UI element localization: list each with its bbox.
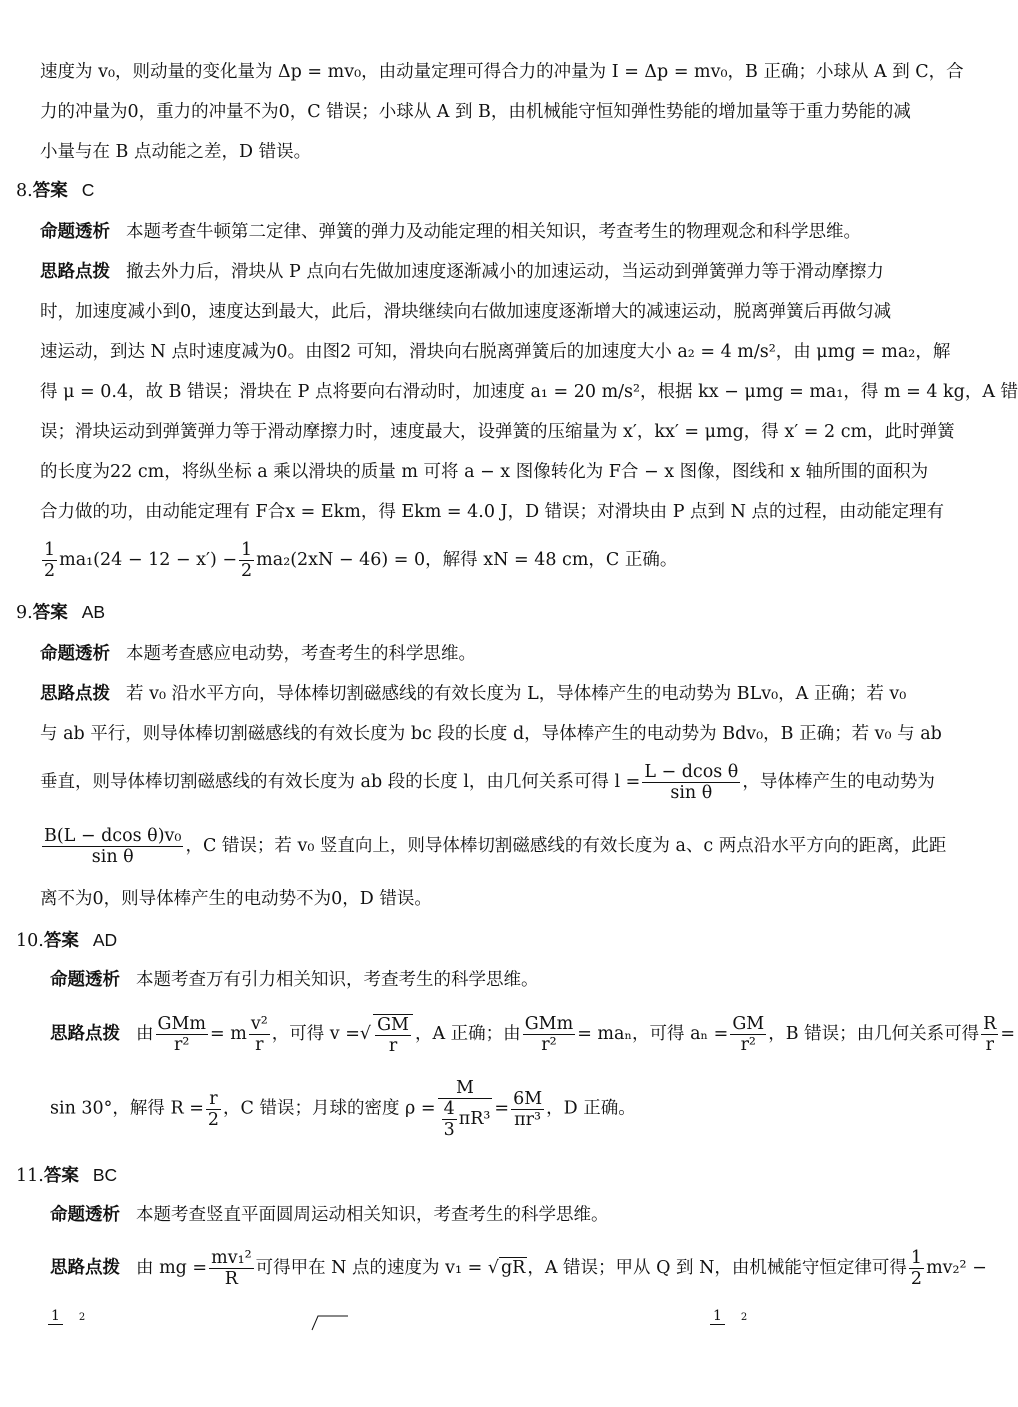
q8-answer-line [16, 178, 930, 203]
fraction: $\frac{1}{2}$ [241, 540, 253, 581]
answer-value: C [81, 180, 95, 200]
hint-label: 思路点拨 [40, 262, 110, 282]
intent-label: 命题透析 [50, 970, 120, 990]
hint-label: 思路点拨 [50, 1024, 120, 1044]
q10-intent [50, 968, 930, 992]
text-line: 撤去外力后，滑块从 P 点向右先做加速度逐渐减小的加速运动，当运动到弹簧弹力等于滑动摩擦力 [126, 262, 884, 282]
fraction: $\frac{\text{B(L − dcos θ)v₀}}{\text{sin θ}}$ [44, 826, 182, 867]
hint-label: 思路点拨 [50, 1258, 120, 1278]
fraction: $\frac{r}{2}$ [207, 1088, 220, 1130]
text-line: 与 ab 平行，则导体棒切割磁感线的有效长度为 bc 段的长度 d，导体棒产生的电动势为 Bdv₀，B 正确；若 v₀ 与 ab [40, 724, 942, 744]
fraction: $\frac{\text{L − dcos θ}}{\text{sin θ}}$ [644, 762, 739, 803]
q9-formula-line: $\frac{\text{B(L − dcos θ)v₀}}{\text{sin θ}}$ ，C 错误；若 v₀ 竖直向上，则导体棒切割磁感线的有效长度为 a、c 两点沿水平方向的距离，此距 [44, 826, 947, 867]
text-line: 速运动，到达 N 点时速度减为0。由图2 可知，滑块向右脱离弹簧后的加速度大小 a₂ = 4 m/s²，由 μmg = ma₂，解 [40, 342, 951, 362]
question-number: 9. [16, 603, 33, 623]
answer-label: 答案 [32, 603, 68, 623]
text-line: 合力做的功，由动能定理有 F合x = Ekm，得 Ekm = 4.0 J，D 错误；对滑块由 P 点到 N 点的过程，由动能定理有 [40, 502, 944, 522]
cut-off-fraction: 1 2 [48, 1308, 85, 1324]
intent-label: 命题透析 [40, 222, 110, 242]
q8-hint-line [40, 260, 930, 284]
fraction: $\frac{\text{GMm}}{\text{r²}}$ [524, 1014, 574, 1055]
answer-value: BC [92, 1165, 118, 1185]
cut-off-fraction: 1 2 [710, 1308, 747, 1324]
fraction: $\frac{\text{mv₁²}}{R}$ [211, 1248, 252, 1289]
q10-formula-line: sin 30°，解得 R = $\frac{r}{2}$ ，C 错误；月球的密度 ρ = M $\frac{4}{3}$ πR³ = $\frac{6M}{\text{πr³}}$ ，D 正确。 [50, 1078, 636, 1140]
intent-label: 命题透析 [40, 644, 110, 664]
intent-label: 命题透析 [50, 1205, 120, 1225]
fraction: $\frac{1}{2}$ [44, 540, 56, 581]
fraction: $\frac{4}{3}$ [443, 1099, 455, 1140]
q10-formula-line: 思路点拨 由 $\frac{\text{GMm}}{\text{r²}}$ = m $\frac{\text{v²}}{r}$ ，可得 v =√ $\frac{GM}{r}$ ，A 正确；由 $\frac{\text{GMm}}{\text{r²}}$ = maₙ，可得 aₙ = $\frac{GM}{\text{r²}}$ ，B 错误；由几何关系可得 $\frac{R}{r}$ = [50, 1014, 1016, 1056]
answer-label: 答案 [43, 1166, 79, 1186]
fraction: $\frac{GM}{r}$ [373, 1014, 413, 1056]
question-number: 8. [16, 181, 33, 201]
q9-hint-line [40, 682, 930, 706]
text-line: 小量与在 B 点动能之差，D 错误。 [40, 142, 312, 162]
text-line: 时，加速度减小到0，速度达到最大，此后，滑块继续向右做加速度逐渐增大的减速运动，脱离弹簧后再做匀减 [40, 302, 892, 322]
q11-answer-line [16, 1163, 930, 1188]
text-line: 若 v₀ 沿水平方向，导体棒切割磁感线的有效长度为 L，导体棒产生的电动势为 BLv₀，A 正确；若 v₀ [126, 684, 907, 704]
fraction: $\frac{GM}{\text{r²}}$ [732, 1014, 765, 1055]
fraction: $\frac{\text{v²}}{r}$ [250, 1014, 268, 1055]
q11-formula-line: 思路点拨 由 mg = $\frac{\text{mv₁²}}{R}$ 可得甲在 N 点的速度为 v₁ = √ gR ，A 错误；甲从 Q 到 N，由机械能守恒定律可得 $\frac{1}{2}$ mv₂² − [50, 1248, 987, 1289]
fraction: $\frac{R}{r}$ [983, 1014, 997, 1055]
q8-formula-line: $\frac{1}{2}$ ma₁(24 − 12 − x′) − $\frac{1}{2}$ ma₂(2xN − 46) = 0，解得 xN = 48 cm，C 正确。 [44, 540, 678, 581]
q11-intent [50, 1203, 930, 1227]
sqrt-stroke-icon [310, 1312, 350, 1332]
intent-text: 本题考查牛顿第二定律、弹簧的弹力及动能定理的相关知识，考查考生的物理观念和科学思维。 [126, 222, 861, 242]
answer-value: AD [92, 930, 118, 950]
q9-formula-line: 垂直，则导体棒切割磁感线的有效长度为 ab 段的长度 l，由几何关系可得 l = $\frac{\text{L − dcos θ}}{\text{sin θ}}$ ，导体棒产生的电动势为 [40, 762, 935, 803]
q8-intent [40, 220, 930, 244]
text-line: 误；滑块运动到弹簧弹力等于滑动摩擦力时，速度最大，设弹簧的压缩量为 x′，kx′ = μmg，得 x′ = 2 cm，此时弹簧 [40, 422, 955, 442]
fraction: $\frac{\text{GMm}}{\text{r²}}$ [157, 1014, 206, 1055]
text-line: 力的冲量为0，重力的冲量不为0，C 错误；小球从 A 到 B，由机械能守恒知弹性势能的增加量等于重力势能的减 [40, 102, 911, 122]
intent-text: 本题考查感应电动势，考查考生的科学思维。 [126, 644, 476, 664]
intent-text: 本题考查竖直平面圆周运动相关知识，考查考生的科学思维。 [136, 1205, 609, 1225]
answer-value: AB [81, 602, 106, 622]
q10-answer-line [16, 928, 930, 953]
answer-label: 答案 [32, 181, 68, 201]
hint-label: 思路点拨 [40, 684, 110, 704]
fraction: $\frac{1}{2}$ [910, 1248, 923, 1289]
fraction: M $\frac{4}{3}$ πR³ [438, 1078, 493, 1140]
answer-label: 答案 [43, 931, 79, 951]
fraction: $\frac{6M}{\text{πr³}}$ [513, 1088, 543, 1130]
question-number: 11. [16, 1166, 44, 1186]
text-line: 离不为0，则导体棒产生的电动势不为0，D 错误。 [40, 889, 432, 909]
text-line: 的长度为22 cm，将纵坐标 a 乘以滑块的质量 m 可将 a − x 图像转化为 F合 − x 图像，图线和 x 轴所围的面积为 [40, 462, 929, 482]
q9-intent [40, 642, 930, 666]
text-line: 得 μ = 0.4，故 B 错误；滑块在 P 点将要向右滑动时，加速度 a₁ = 20 m/s²，根据 kx − μmg = ma₁，得 m = 4 kg，A 错 [40, 382, 1018, 402]
text-line: 速度为 v₀，则动量的变化量为 Δp = mv₀，由动量定理可得合力的冲量为 I = Δp = mv₀，B 正确；小球从 A 到 C，合 [40, 62, 964, 82]
question-number: 10. [16, 931, 44, 951]
q9-answer-line [16, 600, 930, 625]
intent-text: 本题考查万有引力相关知识，考查考生的科学思维。 [136, 970, 539, 990]
cut-off-sqrt-stroke [310, 1312, 350, 1332]
